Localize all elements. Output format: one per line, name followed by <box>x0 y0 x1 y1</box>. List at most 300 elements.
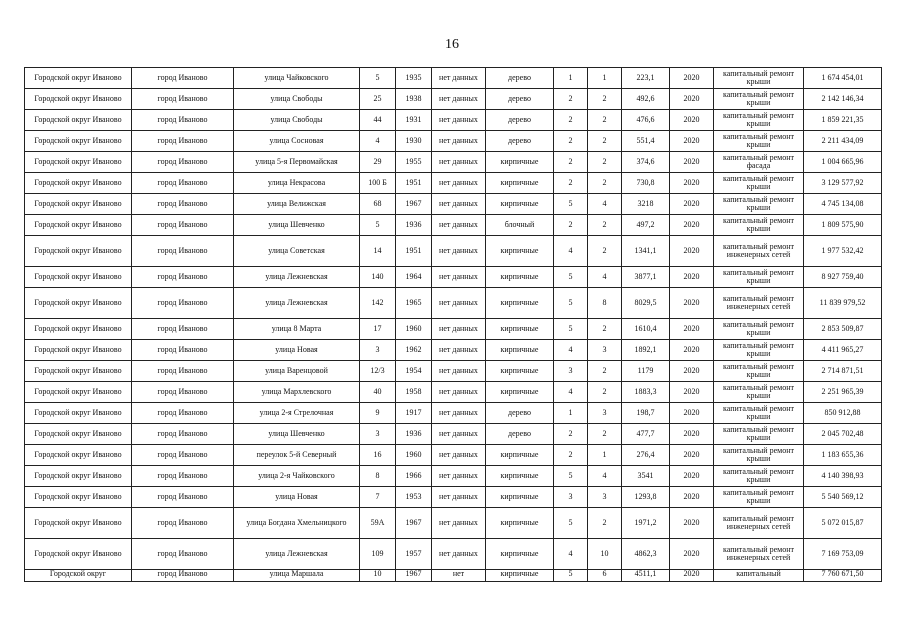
entrances-cell: 2 <box>588 110 622 131</box>
floors-cell: 4 <box>554 539 588 570</box>
house-number-cell: 3 <box>360 424 396 445</box>
locality-cell: город Иваново <box>132 508 234 539</box>
house-number-cell: 68 <box>360 194 396 215</box>
house-number-cell: 3 <box>360 340 396 361</box>
cost-cell: 4 140 398,93 <box>804 466 882 487</box>
year-commissioned-cell: нет данных <box>432 236 486 267</box>
floors-cell: 5 <box>554 508 588 539</box>
cost-cell: 1 183 655,36 <box>804 445 882 466</box>
year-built-cell: 1938 <box>396 89 432 110</box>
year-built-cell: 1951 <box>396 173 432 194</box>
plan-year-cell: 2020 <box>670 340 714 361</box>
year-built-cell: 1958 <box>396 382 432 403</box>
entrances-cell: 2 <box>588 131 622 152</box>
year-commissioned-cell: нет данных <box>432 68 486 89</box>
wall-material-cell: дерево <box>486 89 554 110</box>
entrances-cell: 4 <box>588 194 622 215</box>
municipality-cell: Городской округ Иваново <box>25 487 132 508</box>
house-number-cell: 14 <box>360 236 396 267</box>
house-number-cell: 5 <box>360 68 396 89</box>
house-number-cell: 100 Б <box>360 173 396 194</box>
municipality-cell: Городской округ Иваново <box>25 215 132 236</box>
area-cell: 1883,3 <box>622 382 670 403</box>
area-cell: 1179 <box>622 361 670 382</box>
cost-cell: 2 045 702,48 <box>804 424 882 445</box>
municipality-cell: Городской округ Иваново <box>25 361 132 382</box>
year-commissioned-cell: нет данных <box>432 382 486 403</box>
house-number-cell: 109 <box>360 539 396 570</box>
locality-cell: город Иваново <box>132 466 234 487</box>
wall-material-cell: кирпичные <box>486 445 554 466</box>
cost-cell: 2 142 146,34 <box>804 89 882 110</box>
year-commissioned-cell: нет данных <box>432 508 486 539</box>
municipality-cell: Городской округ Иваново <box>25 508 132 539</box>
page-number: 16 <box>445 37 459 52</box>
area-cell: 477,7 <box>622 424 670 445</box>
floors-cell: 3 <box>554 361 588 382</box>
wall-material-cell: кирпичные <box>486 340 554 361</box>
year-built-cell: 1964 <box>396 267 432 288</box>
table-row <box>25 424 882 445</box>
cost-cell: 5 072 015,87 <box>804 508 882 539</box>
locality-cell: город Иваново <box>132 382 234 403</box>
entrances-cell: 2 <box>588 508 622 539</box>
floors-cell: 2 <box>554 215 588 236</box>
work-type-cell: капитальный ремонт крыши <box>714 361 804 382</box>
house-number-cell: 10 <box>360 570 396 582</box>
locality-cell: город Иваново <box>132 539 234 570</box>
municipality-cell: Городской округ Иваново <box>25 445 132 466</box>
municipality-cell: Городской округ Иваново <box>25 194 132 215</box>
wall-material-cell: дерево <box>486 68 554 89</box>
work-type-cell: капитальный ремонт крыши <box>714 131 804 152</box>
work-type-cell: капитальный ремонт крыши <box>714 466 804 487</box>
table-row <box>25 110 882 131</box>
floors-cell: 5 <box>554 570 588 582</box>
floors-cell: 2 <box>554 110 588 131</box>
municipality-cell: Городской округ Иваново <box>25 236 132 267</box>
wall-material-cell: дерево <box>486 110 554 131</box>
locality-cell: город Иваново <box>132 424 234 445</box>
entrances-cell: 8 <box>588 288 622 319</box>
year-commissioned-cell: нет данных <box>432 194 486 215</box>
house-number-cell: 9 <box>360 403 396 424</box>
floors-cell: 2 <box>554 173 588 194</box>
work-type-cell: капитальный ремонт фасада <box>714 152 804 173</box>
municipality-cell: Городской округ Иваново <box>25 403 132 424</box>
floors-cell: 2 <box>554 424 588 445</box>
table-row <box>25 267 882 288</box>
area-cell: 492,6 <box>622 89 670 110</box>
plan-year-cell: 2020 <box>670 487 714 508</box>
cost-cell: 2 211 434,09 <box>804 131 882 152</box>
house-number-cell: 40 <box>360 382 396 403</box>
municipality-cell: Городской округ Иваново <box>25 68 132 89</box>
street-cell: улица Шевченко <box>234 424 360 445</box>
table-row <box>25 194 882 215</box>
work-type-cell: капитальный ремонт крыши <box>714 340 804 361</box>
entrances-cell: 4 <box>588 267 622 288</box>
table-row <box>25 508 882 539</box>
work-type-cell: капитальный ремонт инженерных сетей <box>714 236 804 267</box>
area-cell: 3541 <box>622 466 670 487</box>
cost-cell: 4 745 134,08 <box>804 194 882 215</box>
area-cell: 276,4 <box>622 445 670 466</box>
cost-cell: 2 714 871,51 <box>804 361 882 382</box>
cost-cell: 3 129 577,92 <box>804 173 882 194</box>
year-built-cell: 1967 <box>396 508 432 539</box>
year-built-cell: 1955 <box>396 152 432 173</box>
wall-material-cell: кирпичные <box>486 288 554 319</box>
year-commissioned-cell: нет данных <box>432 89 486 110</box>
cost-cell: 1 977 532,42 <box>804 236 882 267</box>
year-commissioned-cell: нет данных <box>432 340 486 361</box>
area-cell: 1293,8 <box>622 487 670 508</box>
year-built-cell: 1967 <box>396 194 432 215</box>
street-cell: улица Свободы <box>234 110 360 131</box>
street-cell: улица Варенцовой <box>234 361 360 382</box>
table-row <box>25 173 882 194</box>
house-number-cell: 29 <box>360 152 396 173</box>
cost-cell: 1 859 221,35 <box>804 110 882 131</box>
street-cell: улица 2-я Чайковского <box>234 466 360 487</box>
plan-year-cell: 2020 <box>670 215 714 236</box>
locality-cell: город Иваново <box>132 403 234 424</box>
locality-cell: город Иваново <box>132 236 234 267</box>
wall-material-cell: кирпичные <box>486 508 554 539</box>
table-row <box>25 570 882 582</box>
plan-year-cell: 2020 <box>670 424 714 445</box>
entrances-cell: 2 <box>588 361 622 382</box>
table-row <box>25 487 882 508</box>
floors-cell: 2 <box>554 89 588 110</box>
entrances-cell: 1 <box>588 68 622 89</box>
house-number-cell: 59А <box>360 508 396 539</box>
year-commissioned-cell: нет данных <box>432 487 486 508</box>
wall-material-cell: кирпичные <box>486 152 554 173</box>
locality-cell: город Иваново <box>132 319 234 340</box>
wall-material-cell: кирпичные <box>486 382 554 403</box>
house-number-cell: 12/3 <box>360 361 396 382</box>
cost-cell: 2 853 509,87 <box>804 319 882 340</box>
locality-cell: город Иваново <box>132 89 234 110</box>
work-type-cell: капитальный ремонт инженерных сетей <box>714 288 804 319</box>
work-type-cell: капитальный ремонт крыши <box>714 194 804 215</box>
floors-cell: 4 <box>554 236 588 267</box>
wall-material-cell: кирпичные <box>486 539 554 570</box>
entrances-cell: 2 <box>588 319 622 340</box>
entrances-cell: 2 <box>588 236 622 267</box>
street-cell: улица Новая <box>234 340 360 361</box>
table-row <box>25 236 882 267</box>
work-type-cell: капитальный ремонт крыши <box>714 445 804 466</box>
plan-year-cell: 2020 <box>670 539 714 570</box>
entrances-cell: 2 <box>588 89 622 110</box>
entrances-cell: 3 <box>588 403 622 424</box>
cost-cell: 850 912,88 <box>804 403 882 424</box>
locality-cell: город Иваново <box>132 288 234 319</box>
street-cell: улица Лежневская <box>234 267 360 288</box>
cost-cell: 7 169 753,09 <box>804 539 882 570</box>
wall-material-cell: дерево <box>486 403 554 424</box>
work-type-cell: капитальный ремонт крыши <box>714 110 804 131</box>
floors-cell: 5 <box>554 267 588 288</box>
year-built-cell: 1960 <box>396 445 432 466</box>
cost-cell: 5 540 569,12 <box>804 487 882 508</box>
year-commissioned-cell: нет данных <box>432 131 486 152</box>
year-commissioned-cell: нет данных <box>432 110 486 131</box>
year-built-cell: 1957 <box>396 539 432 570</box>
work-type-cell: капитальный ремонт крыши <box>714 68 804 89</box>
municipality-cell: Городской округ Иваново <box>25 173 132 194</box>
locality-cell: город Иваново <box>132 487 234 508</box>
street-cell: улица Богдана Хмельницкого <box>234 508 360 539</box>
entrances-cell: 4 <box>588 466 622 487</box>
floors-cell: 4 <box>554 382 588 403</box>
floors-cell: 5 <box>554 194 588 215</box>
house-number-cell: 7 <box>360 487 396 508</box>
table-row <box>25 288 882 319</box>
wall-material-cell: кирпичные <box>486 361 554 382</box>
wall-material-cell: кирпичные <box>486 570 554 582</box>
municipality-cell: Городской округ Иваново <box>25 539 132 570</box>
work-type-cell: капитальный ремонт крыши <box>714 382 804 403</box>
area-cell: 497,2 <box>622 215 670 236</box>
wall-material-cell: кирпичные <box>486 319 554 340</box>
locality-cell: город Иваново <box>132 361 234 382</box>
year-commissioned-cell: нет данных <box>432 215 486 236</box>
locality-cell: город Иваново <box>132 152 234 173</box>
area-cell: 476,6 <box>622 110 670 131</box>
work-type-cell: капитальный ремонт крыши <box>714 89 804 110</box>
house-number-cell: 140 <box>360 267 396 288</box>
area-cell: 1971,2 <box>622 508 670 539</box>
year-built-cell: 1966 <box>396 466 432 487</box>
wall-material-cell: кирпичные <box>486 194 554 215</box>
area-cell: 1892,1 <box>622 340 670 361</box>
table-row <box>25 340 882 361</box>
entrances-cell: 10 <box>588 539 622 570</box>
table-body <box>25 68 882 582</box>
work-type-cell: капитальный ремонт крыши <box>714 424 804 445</box>
year-commissioned-cell: нет данных <box>432 403 486 424</box>
locality-cell: город Иваново <box>132 173 234 194</box>
street-cell: улица Велижская <box>234 194 360 215</box>
floors-cell: 2 <box>554 152 588 173</box>
year-built-cell: 1953 <box>396 487 432 508</box>
plan-year-cell: 2020 <box>670 267 714 288</box>
table-row <box>25 215 882 236</box>
entrances-cell: 2 <box>588 424 622 445</box>
table-row <box>25 382 882 403</box>
municipality-cell: Городской округ Иваново <box>25 89 132 110</box>
plan-year-cell: 2020 <box>670 236 714 267</box>
work-type-cell: капитальный ремонт крыши <box>714 173 804 194</box>
work-type-cell: капитальный ремонт крыши <box>714 319 804 340</box>
cost-cell: 1 809 575,90 <box>804 215 882 236</box>
year-built-cell: 1936 <box>396 215 432 236</box>
floors-cell: 2 <box>554 445 588 466</box>
cost-cell: 2 251 965,39 <box>804 382 882 403</box>
house-number-cell: 16 <box>360 445 396 466</box>
year-built-cell: 1931 <box>396 110 432 131</box>
year-built-cell: 1954 <box>396 361 432 382</box>
house-number-cell: 4 <box>360 131 396 152</box>
cost-cell: 7 760 671,50 <box>804 570 882 582</box>
plan-year-cell: 2020 <box>670 445 714 466</box>
house-number-cell: 17 <box>360 319 396 340</box>
street-cell: улица Свободы <box>234 89 360 110</box>
floors-cell: 3 <box>554 487 588 508</box>
entrances-cell: 2 <box>588 382 622 403</box>
table-row <box>25 152 882 173</box>
cost-cell: 8 927 759,40 <box>804 267 882 288</box>
floors-cell: 5 <box>554 319 588 340</box>
year-built-cell: 1965 <box>396 288 432 319</box>
table-row <box>25 131 882 152</box>
municipality-cell: Городской округ Иваново <box>25 152 132 173</box>
municipality-cell: Городской округ Иваново <box>25 340 132 361</box>
street-cell: улица Советская <box>234 236 360 267</box>
municipality-cell: Городской округ Иваново <box>25 110 132 131</box>
plan-year-cell: 2020 <box>670 152 714 173</box>
year-built-cell: 1962 <box>396 340 432 361</box>
work-type-cell: капитальный ремонт крыши <box>714 487 804 508</box>
area-cell: 3877,1 <box>622 267 670 288</box>
cost-cell: 11 839 979,52 <box>804 288 882 319</box>
plan-year-cell: 2020 <box>670 110 714 131</box>
street-cell: улица Лежневская <box>234 539 360 570</box>
year-built-cell: 1951 <box>396 236 432 267</box>
floors-cell: 4 <box>554 340 588 361</box>
area-cell: 8029,5 <box>622 288 670 319</box>
street-cell: улица 8 Марта <box>234 319 360 340</box>
wall-material-cell: кирпичные <box>486 236 554 267</box>
area-cell: 1341,1 <box>622 236 670 267</box>
house-number-cell: 8 <box>360 466 396 487</box>
plan-year-cell: 2020 <box>670 131 714 152</box>
street-cell: улица Мархлевского <box>234 382 360 403</box>
plan-year-cell: 2020 <box>670 403 714 424</box>
wall-material-cell: дерево <box>486 131 554 152</box>
work-type-cell: капитальный <box>714 570 804 582</box>
floors-cell: 5 <box>554 288 588 319</box>
wall-material-cell: кирпичные <box>486 487 554 508</box>
area-cell: 3218 <box>622 194 670 215</box>
plan-year-cell: 2020 <box>670 508 714 539</box>
entrances-cell: 2 <box>588 215 622 236</box>
municipality-cell: Городской округ Иваново <box>25 319 132 340</box>
street-cell: улица Новая <box>234 487 360 508</box>
year-commissioned-cell: нет данных <box>432 445 486 466</box>
locality-cell: город Иваново <box>132 110 234 131</box>
locality-cell: город Иваново <box>132 445 234 466</box>
plan-year-cell: 2020 <box>670 173 714 194</box>
plan-year-cell: 2020 <box>670 68 714 89</box>
cost-cell: 1 004 665,96 <box>804 152 882 173</box>
municipality-cell: Городской округ Иваново <box>25 267 132 288</box>
street-cell: улица Маршала <box>234 570 360 582</box>
house-number-cell: 25 <box>360 89 396 110</box>
repair-registry-table <box>24 67 882 582</box>
year-commissioned-cell: нет данных <box>432 361 486 382</box>
entrances-cell: 2 <box>588 173 622 194</box>
table-row <box>25 89 882 110</box>
area-cell: 223,1 <box>622 68 670 89</box>
plan-year-cell: 2020 <box>670 288 714 319</box>
year-commissioned-cell: нет данных <box>432 152 486 173</box>
plan-year-cell: 2020 <box>670 319 714 340</box>
street-cell: улица Лежневская <box>234 288 360 319</box>
plan-year-cell: 2020 <box>670 194 714 215</box>
floors-cell: 1 <box>554 68 588 89</box>
street-cell: улица 5-я Первомайская <box>234 152 360 173</box>
year-commissioned-cell: нет данных <box>432 173 486 194</box>
area-cell: 374,6 <box>622 152 670 173</box>
work-type-cell: капитальный ремонт крыши <box>714 267 804 288</box>
wall-material-cell: кирпичные <box>486 466 554 487</box>
year-commissioned-cell: нет данных <box>432 539 486 570</box>
area-cell: 198,7 <box>622 403 670 424</box>
entrances-cell: 3 <box>588 487 622 508</box>
area-cell: 551,4 <box>622 131 670 152</box>
entrances-cell: 1 <box>588 445 622 466</box>
house-number-cell: 44 <box>360 110 396 131</box>
cost-cell: 1 674 454,01 <box>804 68 882 89</box>
table-row <box>25 403 882 424</box>
locality-cell: город Иваново <box>132 570 234 582</box>
locality-cell: город Иваново <box>132 267 234 288</box>
municipality-cell: Городской округ Иваново <box>25 131 132 152</box>
wall-material-cell: кирпичные <box>486 267 554 288</box>
table-row <box>25 361 882 382</box>
floors-cell: 5 <box>554 466 588 487</box>
year-built-cell: 1967 <box>396 570 432 582</box>
house-number-cell: 5 <box>360 215 396 236</box>
municipality-cell: Городской округ Иваново <box>25 424 132 445</box>
table-row <box>25 319 882 340</box>
municipality-cell: Городской округ <box>25 570 132 582</box>
table-row <box>25 466 882 487</box>
year-built-cell: 1930 <box>396 131 432 152</box>
entrances-cell: 3 <box>588 340 622 361</box>
year-built-cell: 1936 <box>396 424 432 445</box>
house-number-cell: 142 <box>360 288 396 319</box>
plan-year-cell: 2020 <box>670 361 714 382</box>
street-cell: улица Некрасова <box>234 173 360 194</box>
street-cell: переулок 5-й Северный <box>234 445 360 466</box>
entrances-cell: 2 <box>588 152 622 173</box>
area-cell: 1610,4 <box>622 319 670 340</box>
year-built-cell: 1917 <box>396 403 432 424</box>
plan-year-cell: 2020 <box>670 466 714 487</box>
floors-cell: 2 <box>554 131 588 152</box>
street-cell: улица 2-я Стрелочная <box>234 403 360 424</box>
street-cell: улица Сосновая <box>234 131 360 152</box>
plan-year-cell: 2020 <box>670 382 714 403</box>
cost-cell: 4 411 965,27 <box>804 340 882 361</box>
wall-material-cell: дерево <box>486 424 554 445</box>
work-type-cell: капитальный ремонт инженерных сетей <box>714 539 804 570</box>
street-cell: улица Шевченко <box>234 215 360 236</box>
year-built-cell: 1960 <box>396 319 432 340</box>
year-commissioned-cell: нет данных <box>432 267 486 288</box>
floors-cell: 1 <box>554 403 588 424</box>
municipality-cell: Городской округ Иваново <box>25 466 132 487</box>
year-commissioned-cell: нет данных <box>432 424 486 445</box>
table-row <box>25 539 882 570</box>
year-commissioned-cell: нет данных <box>432 319 486 340</box>
